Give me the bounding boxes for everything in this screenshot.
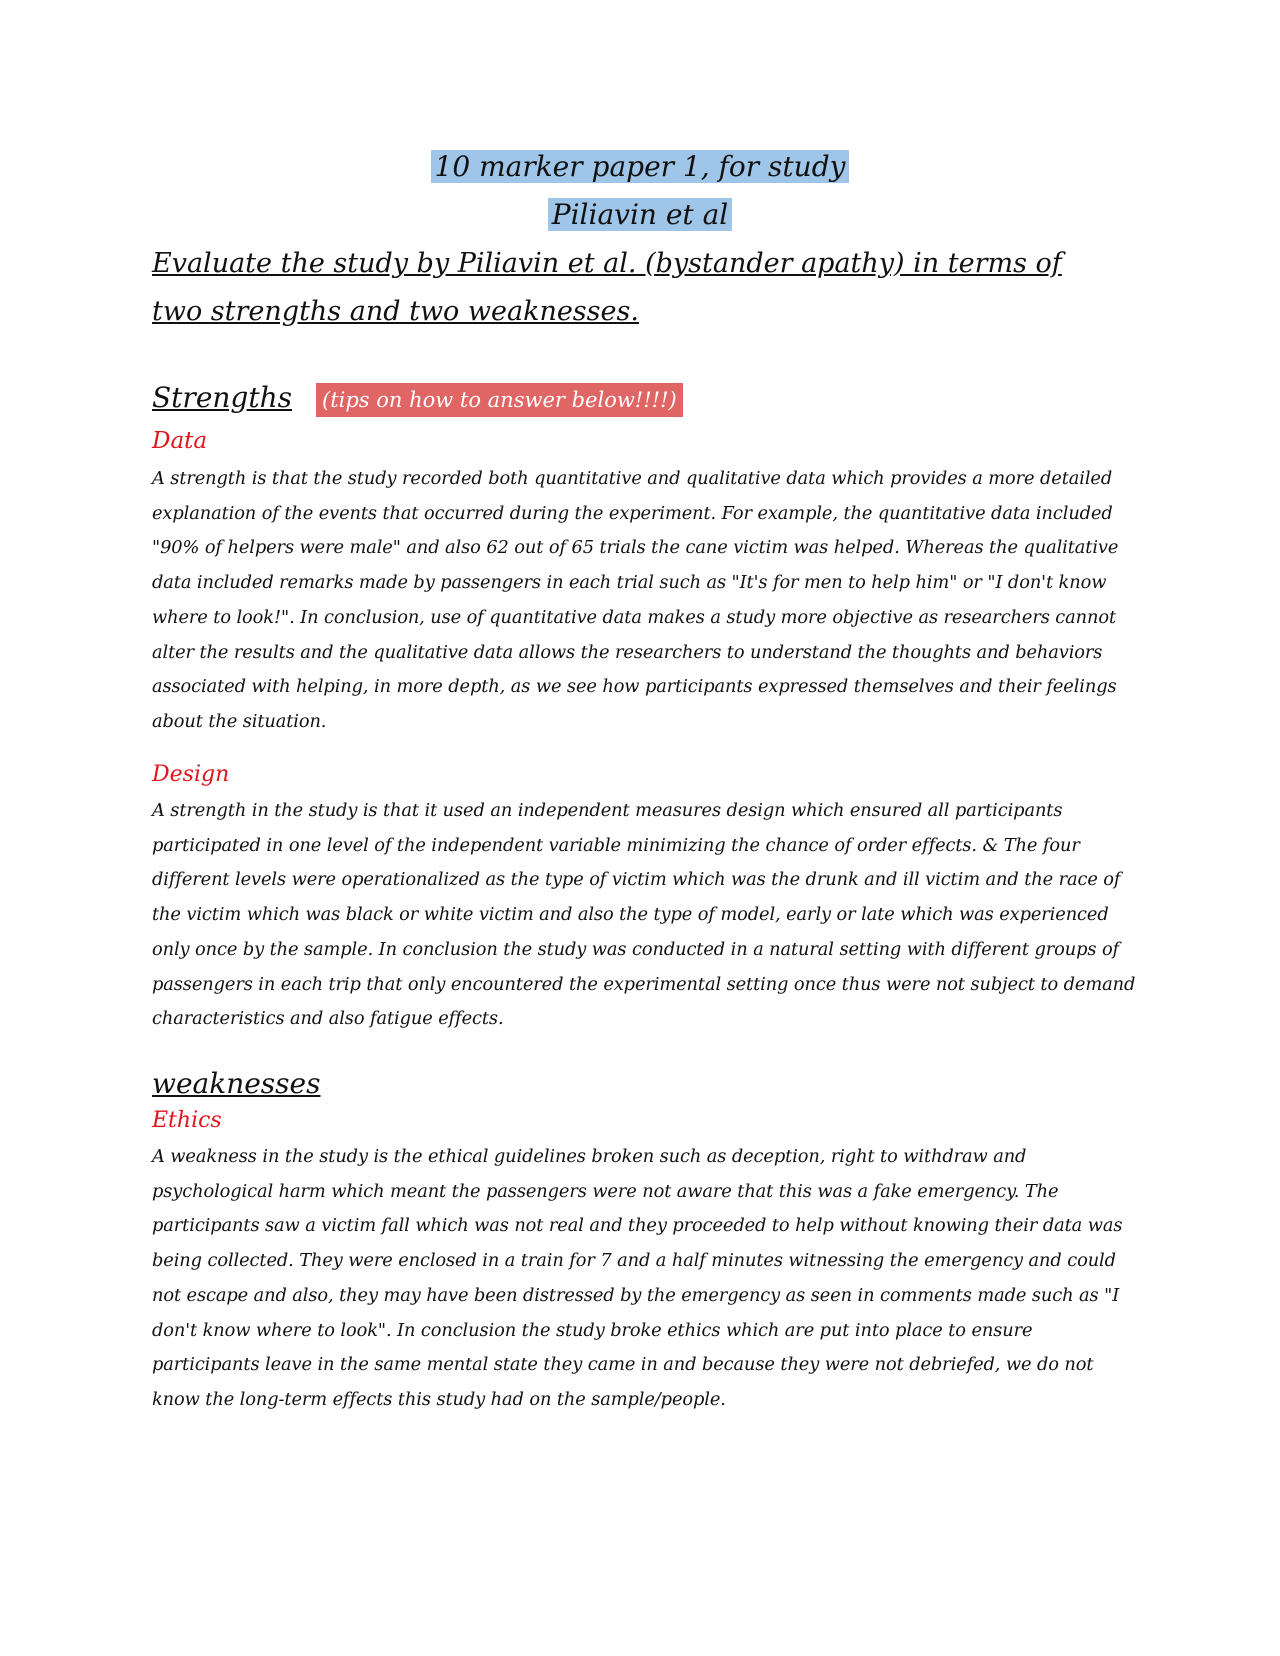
data-paragraph: A strength is that the study recorded both quantitative and qualitative data which provides a more detailed explanation of the events that occurred during the experiment. For example, the quantitative data included "90% of helpers were male" and also 62 out of 65 trials the cane victim was helped. Whereas the qualitative data included remarks made by passengers in each trial such as "It's for men to help him" or "I don't know where to look!". In conclusion, use of quantitative data makes a study more objective as researchers cannot alter the results and the qualitative data allows the researchers to understand the thoughts and behaviors associated with helping, in more depth, as we see how participants expressed themselves and their feelings about the situation.	[152, 468, 1119, 732]
data-subheading: Data	[152, 428, 208, 454]
design-subheading: Design	[152, 762, 230, 787]
title-highlight-1: 10 marker paper 1, for study	[431, 150, 850, 183]
ethics-subheading: Ethics	[152, 1108, 222, 1133]
ethics-paragraph: A weakness in the study is the ethical guidelines broken such as deception, right to withdraw and psychological harm which meant the passengers were not aware that this was a fake emergency. The participants saw a victim fall which was not real and they proceeded to help without knowing their data was being collected. They were enclosed in a train for 7 and a half minutes witnessing the emergency and could not escape and also, they may have been distressed by the emergency as seen in comments made such as "I don't know where to look". In conclusion the study broke ethics which are put into place to ensure participants leave in the same mental state they came in and because they were not debriefed, we do not know the long-term effects this study had on the sample/people.	[152, 1146, 1123, 1410]
design-paragraph: A strength in the study is that it used an independent measures design which ensured all participants participated in one level of the independent variable minimizing the chance of order effects. & The four different levels were operationalized as the type of victim which was the drunk and ill victim and the race of the victim which was black or white victim and also the type of model, early or late which was experienced only once by the sample. In conclusion the study was conducted in a natural setting with different groups of passengers in each trip that only encountered the experimental setting once thus were not subject to demand characteristics and also fatigue effects.	[152, 800, 1136, 1030]
title-line-1	[0, 146, 1280, 188]
title-highlight-2: Piliavin et al	[548, 198, 732, 231]
question-prompt: Evaluate the study by Piliavin et al. (bystander apathy) in terms of two strengths and two weaknesses.	[152, 248, 1062, 327]
strengths-heading: Strengths	[152, 381, 292, 414]
weaknesses-heading: weaknesses	[152, 1067, 321, 1100]
title-line-2	[0, 194, 1280, 236]
tips-highlight: (tips on how to answer below!!!!)	[316, 383, 683, 417]
